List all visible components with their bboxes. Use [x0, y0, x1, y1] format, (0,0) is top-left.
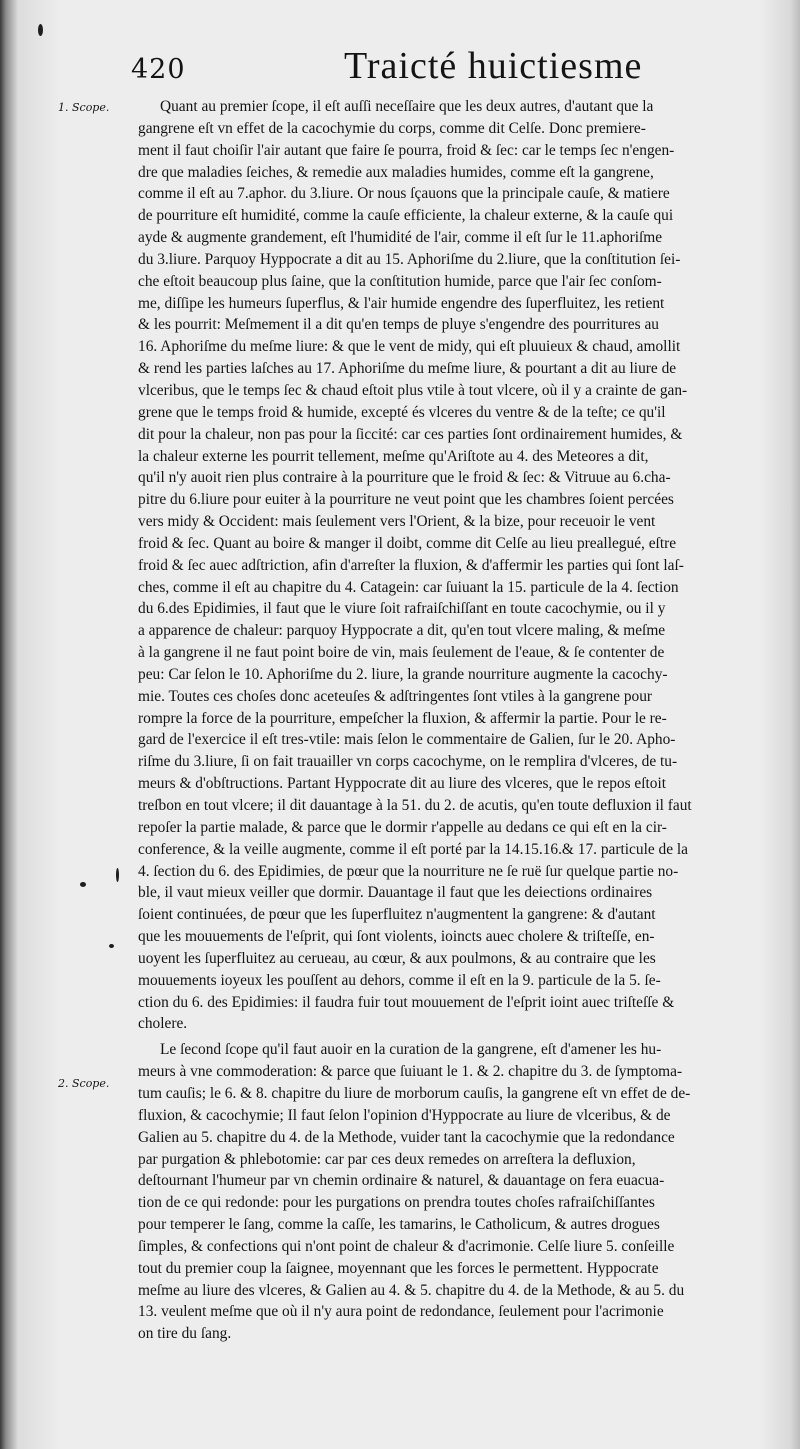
text-line: grene que le temps froid & humide, excepté és vlceres du ventre & de la teſte; ce qu'il	[138, 403, 666, 421]
text-line: tion de ce qui redonde: pour les purgations on prendra toutes choſes rafraiſchiſſantes	[138, 1194, 655, 1212]
margin-note-scope-1: 1. Scope.	[58, 101, 110, 114]
text-line: treſbon en tout vlcere; il dit dauantage à la 51. du 2. de acutis, qu'en toute defluxion il faut	[138, 797, 692, 814]
text-line: a apparence de chaleur: parquoy Hyppocrate a dit, qu'en tout vlcere maling, & meſme	[138, 622, 666, 640]
text-line: que les mouuements de l'eſprit, qui ſont violents, ioincts auec cholere & triſteſſe, en-	[138, 928, 655, 946]
text-line: par purgation & phlebotomie: car par ces deux remedes on arreſtera la defluxion,	[138, 1150, 636, 1168]
text-line: Galien au 5. chapitre du 4. de la Methode, vuider tant la cacochymie que la redondance	[138, 1128, 675, 1146]
text-line: deſtournant l'humeur par vn chemin ordinaire & naturel, & dauantage on fera euacua-	[138, 1172, 665, 1190]
text-line: du 6.des Epidimies, il faut que le viure ſoit rafraiſchiſſant en toute cacochymie, ou il y	[138, 600, 666, 618]
body-text	[138, 96, 776, 1345]
text-line: conference, & la veille augmente, comme il eſt porté par la 14.15.16.& 17. particule de la	[138, 840, 689, 858]
text-line: gard de l'exercice il eſt tres-vtile: mais ſelon le commentaire de Galien, ſur le 20. Apho-	[138, 731, 676, 749]
text-line: gangrene eſt vn effet de la cacochymie du corps, comme dit Celſe. Donc premiere-	[138, 119, 646, 137]
margin-note-scope-2: 2. Scope.	[58, 1077, 110, 1090]
text-line: meſme au liure des vlceres, & Galien au 4. & 5. chapitre du 4. de la Methode, & au 5. du	[138, 1281, 685, 1299]
running-title: Traicté huictiesme	[344, 45, 643, 87]
text-line: qu'il n'y auoit rien plus contraire à la pourriture que le froid & ſec: & Vitruue au 6.cha-	[138, 469, 671, 487]
text-line: comme il eſt au 7.aphor. du 3.liure. Or nous ſçauons que la principale cauſe, & matiere	[138, 185, 670, 203]
text-line: mie. Toutes ces choſes donc aceteuſes & adſtringentes ſont vtiles à la gangrene pour	[138, 687, 653, 705]
text-line: on tire du ſang.	[138, 1325, 232, 1343]
text-line: me, diſſipe les humeurs ſuperflus, & l'air humide engendre des ſuperfluitez, les retient	[138, 294, 665, 312]
text-line: che eſtoit beaucoup plus ſaine, que la conſtitution humide, parce que l'air ſec conſom-	[138, 272, 662, 290]
text-line: tout du premier coup la ſaignee, moyennant que les forces le permettent. Hyppocrate	[138, 1259, 659, 1277]
text-line: fluxion, & cacochymie; Il faut ſelon l'opinion d'Hyppocrate au liure de vlceribus, & de	[138, 1106, 671, 1124]
text-line: ches, comme il eſt au chapitre du 4. Catagein: car ſuiuant la 15. particule de la 4. ſection	[138, 578, 679, 596]
text-line: cholere.	[138, 1015, 188, 1033]
text-line: 16. Aphoriſme du meſme liure: & que le vent de midy, qui eſt pluuieux & chaud, amollit	[138, 338, 681, 356]
text-line: ble, il vaut mieux veiller que dormir. Dauantage il faut que les deiections ordinaires	[138, 884, 653, 902]
text-line: ment il faut choiſir l'air autant que faire ſe pourra, froid & ſec: car le temps ſec n'engen-	[138, 141, 675, 159]
text-line: peu: Car ſelon le 10. Aphoriſme du 2. liure, la grande nourriture augmente la cacochy-	[138, 665, 668, 683]
text-line: rompre la force de la pourriture, empeſcher la fluxion, & affermir la partie. Pour le re-	[138, 709, 667, 727]
text-line: ayde & augmente grandement, eſt l'humidité de l'air, comme il eſt ſur le 11.aphoriſme	[138, 229, 663, 247]
ink-mark	[116, 868, 119, 882]
text-line: Quant au premier ſcope, il eſt auſſi neceſſaire que les deux autres, d'autant que la	[160, 98, 654, 115]
text-line: riſme du 3.liure, ſi on fait trauailler vn corps cacochyme, on le remplira d'vlceres, de tu-	[138, 753, 678, 771]
text-line: de pourriture eſt humidité, comme la cauſe efficiente, la chaleur externe, & la cauſe qui	[138, 207, 674, 225]
text-line: du 3.liure. Parquoy Hyppocrate a dit au 15. Aphoriſme du 2.liure, que la conſtitution ſei-	[138, 250, 681, 268]
text-line: vlceribus, que le temps ſec & chaud eſtoit plus vtile à tout vlcere, où il y a crainte de gan-	[138, 381, 688, 399]
text-line: Le ſecond ſcope qu'il faut auoir en la curation de la gangrene, eſt d'amener les hu-	[160, 1041, 662, 1059]
text-line: ſoient continuées, de pœur que les ſuperfluitez n'augmentent la gangrene: & d'autant	[138, 906, 656, 924]
text-line: & rend les parties laſches au 17. Aphoriſme du meſme liure, & pourtant a dit au liure de	[138, 360, 677, 378]
text-line: pitre du 6.liure pour euiter à la pourriture ne veut point que les chambres ſoient percées	[138, 491, 674, 509]
text-line: tum cauſis; le 6. & 8. chapitre du liure de morborum cauſis, la gangrene eſt vn effet de de-	[138, 1084, 691, 1102]
text-line: mouuements ioyeux les pouſſent au dehors, comme il eſt en la 9. particule de la 5. ſe-	[138, 971, 661, 989]
ink-mark	[109, 944, 114, 948]
text-line: à la gangrene il ne faut point boire de vin, mais ſeulement de l'eaue, & ſe contenter de	[138, 644, 665, 662]
paragraph-second-scope	[138, 1039, 776, 1345]
text-line: 4. ſection du 6. des Epidimies, de pœur que la nourriture ne ſe ruë ſur quelque partie no-	[138, 862, 679, 880]
text-line: ſimples, & confections qui n'ont point de chaleur & d'acrimonie. Celſe liure 5. conſeille	[138, 1237, 675, 1255]
page-header	[0, 44, 800, 94]
text-line: uoyent les ſuperfluitez au cerueau, au cœur, & aux poulmons, & au contraire que les	[138, 949, 656, 967]
text-line: meurs & d'obſtructions. Partant Hyppocrate dit au liure des vlceres, que le repos eſtoit	[138, 775, 667, 793]
text-line: repoſer la partie malade, & parce que le dormir r'appelle au dedans ce qui eſt en la cir-	[138, 818, 667, 836]
text-line: dit pour la chaleur, non pas pour la ſiccité: car ces parties ſont ordinairement humides, &	[138, 425, 683, 443]
page-number: 420	[131, 54, 186, 85]
ink-stain	[38, 24, 43, 36]
text-line: vers midy & Occident: mais ſeulement vers l'Orient, & la bize, pour receuoir le vent	[138, 513, 656, 531]
text-line: & les pourrit: Meſmement il a dit qu'en temps de pluye s'engendre des pourritures au	[138, 316, 660, 334]
text-line: ction du 6. des Epidimies: il faudra fuir tout mouuement de l'eſprit ioint auec triſteſſe &	[138, 993, 675, 1011]
text-line: 13. veulent meſme que où il n'y aura point de redondance, ſeulement pour l'acrimonie	[138, 1303, 664, 1321]
text-line: la chaleur externe les pourrit tellement, meſme qu'Ariſtote au 4. des Meteores a dit,	[138, 447, 649, 465]
paragraph-first-scope	[138, 96, 776, 1035]
text-line: meurs à vne commoderation: & parce que ſuiuant le 1. & 2. chapitre du 3. de ſymptoma-	[138, 1063, 683, 1081]
text-line: froid & ſec. Quant au boire & manger il doibt, comme dit Celſe au lieu preallegué, eſtre	[138, 534, 677, 552]
text-line: dre que maladies ſeiches, & remedie aux maladies humides, comme eſt la gangrene,	[138, 163, 654, 181]
ink-mark	[80, 882, 86, 887]
text-line: pour temperer le ſang, comme la caſſe, les tamarins, le Catholicum, & autres drogues	[138, 1216, 660, 1234]
text-line: froid & ſec auec adſtriction, afin d'arreſter la fluxion, & d'affermir les parties qui ſont laſ-	[138, 556, 684, 574]
